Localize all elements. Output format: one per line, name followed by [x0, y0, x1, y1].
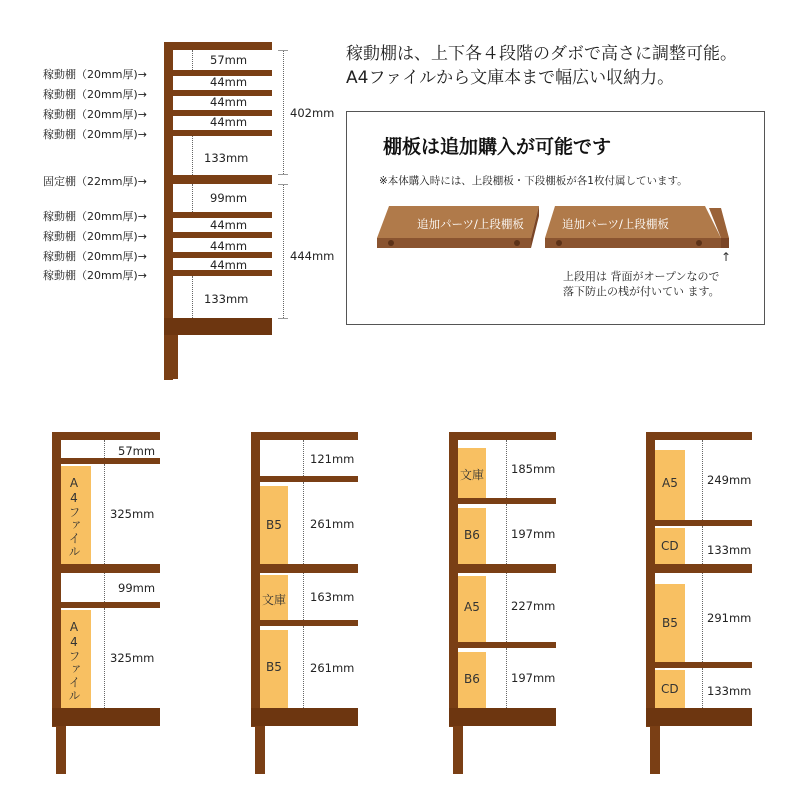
headline-line1: 稼動棚は、上下各４段階のダボで高さに調整可能。: [346, 44, 737, 64]
total-dimension-tick: [278, 174, 288, 175]
info-box-note: ※本体購入時には、上段棚板・下段棚板が各1枚付属しています。: [379, 175, 688, 187]
gap-dimension: 227mm: [511, 599, 556, 613]
dimension-line: [506, 573, 507, 642]
dimension-line: [702, 573, 703, 662]
b6-label: B6: [464, 672, 480, 686]
gap-dimension: 133mm: [204, 292, 249, 306]
caption-line2: 落下防止の桟が付いてい ます。: [563, 285, 720, 298]
a4-file-label: A4ファイル: [67, 620, 81, 702]
gap-dimension: 57mm: [210, 53, 248, 67]
shelf-label-movable: 稼動棚（20mm厚)→: [43, 269, 147, 282]
gap-dimension: 57mm: [118, 444, 156, 458]
total-dimension-line: [283, 50, 284, 174]
dimension-line: [303, 482, 304, 564]
shelf-board: [646, 662, 752, 668]
cabinet-top-board: [52, 432, 160, 440]
cd-label: CD: [661, 539, 679, 553]
shelf-label-movable: 稼動棚（20mm厚)→: [43, 128, 147, 141]
gap-dimension: 197mm: [511, 671, 556, 685]
cabinet-top-board: [251, 432, 358, 440]
b5-label: B5: [662, 616, 678, 630]
cabinet-side-panel: [449, 432, 458, 727]
gap-dimension: 44mm: [210, 75, 248, 89]
shelf-board: [52, 602, 160, 608]
total-dimension-tick: [278, 50, 288, 51]
shelf-board: [646, 520, 752, 526]
headline-line2: A4ファイルから文庫本まで幅広い収納力。: [346, 68, 675, 88]
dimension-line: [192, 50, 193, 70]
shelf-label-movable: 稼動棚（20mm厚)→: [43, 230, 147, 243]
total-dimension-tick: [278, 184, 288, 185]
dimension-line: [702, 526, 703, 564]
dimension-line: [192, 184, 193, 212]
dimension-line: [104, 464, 105, 564]
shelf-label-fixed: 固定棚（22mm厚)→: [43, 175, 147, 188]
fixed-shelf-board: [251, 564, 358, 573]
cabinet-leg: [168, 335, 178, 379]
cabinet-top-board: [646, 432, 752, 440]
gap-dimension: 121mm: [310, 452, 355, 466]
dimension-line: [192, 136, 193, 175]
b6-label: B6: [464, 528, 480, 542]
dimension-line: [192, 276, 193, 318]
cabinet-top-board: [164, 42, 272, 50]
dimension-line: [506, 440, 507, 498]
gap-dimension: 133mm: [707, 684, 752, 698]
lower-total-dimension: 444mm: [290, 249, 335, 263]
total-dimension-line: [283, 184, 284, 318]
shelf-label-movable: 稼動棚（20mm厚)→: [43, 88, 147, 101]
dimension-line: [702, 440, 703, 520]
gap-dimension: 133mm: [707, 543, 752, 557]
a5-label: A5: [662, 476, 678, 490]
a5-label: A5: [464, 600, 480, 614]
gap-dimension: 99mm: [210, 191, 248, 205]
up-arrow: ↑: [721, 250, 732, 264]
shelf-board: [449, 642, 556, 648]
shelf-label-movable: 稼動棚（20mm厚)→: [43, 250, 147, 263]
shelf-board: [251, 476, 358, 482]
gap-dimension: 163mm: [310, 590, 355, 604]
dimension-line: [702, 668, 703, 708]
shelf-label-movable: 稼動棚（20mm厚)→: [43, 210, 147, 223]
cd-label: CD: [661, 682, 679, 696]
dimension-line: [104, 573, 105, 602]
shelf-board: [164, 130, 272, 136]
cabinet-leg: [56, 726, 66, 774]
fixed-shelf-board: [449, 564, 556, 573]
b5-label: B5: [266, 660, 282, 674]
bunko-label: 文庫: [262, 593, 287, 607]
cabinet-side-panel: [52, 432, 61, 727]
gap-dimension: 44mm: [210, 115, 248, 129]
bunko-label: 文庫: [460, 468, 485, 482]
board-right-label: 追加パーツ/上段棚板: [562, 217, 669, 231]
upper-total-dimension: 402mm: [290, 106, 335, 120]
shelf-label-movable: 稼動棚（20mm厚)→: [43, 108, 147, 121]
gap-dimension: 291mm: [707, 611, 752, 625]
gap-dimension: 44mm: [210, 218, 248, 232]
gap-dimension: 325mm: [110, 507, 155, 521]
gap-dimension: 44mm: [210, 258, 248, 272]
gap-dimension: 261mm: [310, 517, 355, 531]
a4-file-label: A4ファイル: [67, 476, 81, 558]
dimension-line: [303, 573, 304, 620]
info-box-title: 棚板は追加購入が可能です: [383, 136, 612, 158]
shelf-board: [449, 498, 556, 504]
gap-dimension: 325mm: [110, 651, 155, 665]
dimension-line: [303, 440, 304, 476]
fixed-shelf-board: [164, 175, 272, 184]
shelf-board: [164, 232, 272, 238]
b5-label: B5: [266, 518, 282, 532]
fixed-shelf-board: [52, 564, 160, 573]
gap-dimension: 44mm: [210, 239, 248, 253]
board-left-label: 追加パーツ/上段棚板: [417, 217, 524, 231]
cabinet-side-panel: [646, 432, 655, 727]
dimension-line: [104, 440, 105, 458]
dimension-line: [506, 648, 507, 708]
shelf-board: [251, 620, 358, 626]
shelf-label-movable: 稼動棚（20mm厚)→: [43, 68, 147, 81]
gap-dimension: 249mm: [707, 473, 752, 487]
gap-dimension: 261mm: [310, 661, 355, 675]
cabinet-leg: [650, 726, 660, 774]
total-dimension-tick: [278, 318, 288, 319]
cabinet-bottom-board: [251, 708, 358, 726]
cabinet-leg: [255, 726, 265, 774]
cabinet-bottom-board: [646, 708, 752, 726]
gap-dimension: 185mm: [511, 462, 556, 476]
dimension-line: [303, 626, 304, 708]
info-box: [346, 111, 765, 325]
cabinet-leg: [453, 726, 463, 774]
cabinet-bottom-board: [449, 708, 556, 726]
cabinet-bottom-board: [52, 708, 160, 726]
cabinet-bottom-board: [164, 318, 272, 335]
dimension-line: [506, 504, 507, 564]
gap-dimension: 197mm: [511, 527, 556, 541]
cabinet-top-board: [449, 432, 556, 440]
shelf-board: [52, 458, 160, 464]
gap-dimension: 44mm: [210, 95, 248, 109]
fixed-shelf-board: [646, 564, 752, 573]
caption-line1: 上段用は 背面がオープンなので: [563, 270, 720, 283]
gap-dimension: 99mm: [118, 581, 156, 595]
gap-dimension: 133mm: [204, 151, 249, 165]
dimension-line: [104, 608, 105, 708]
